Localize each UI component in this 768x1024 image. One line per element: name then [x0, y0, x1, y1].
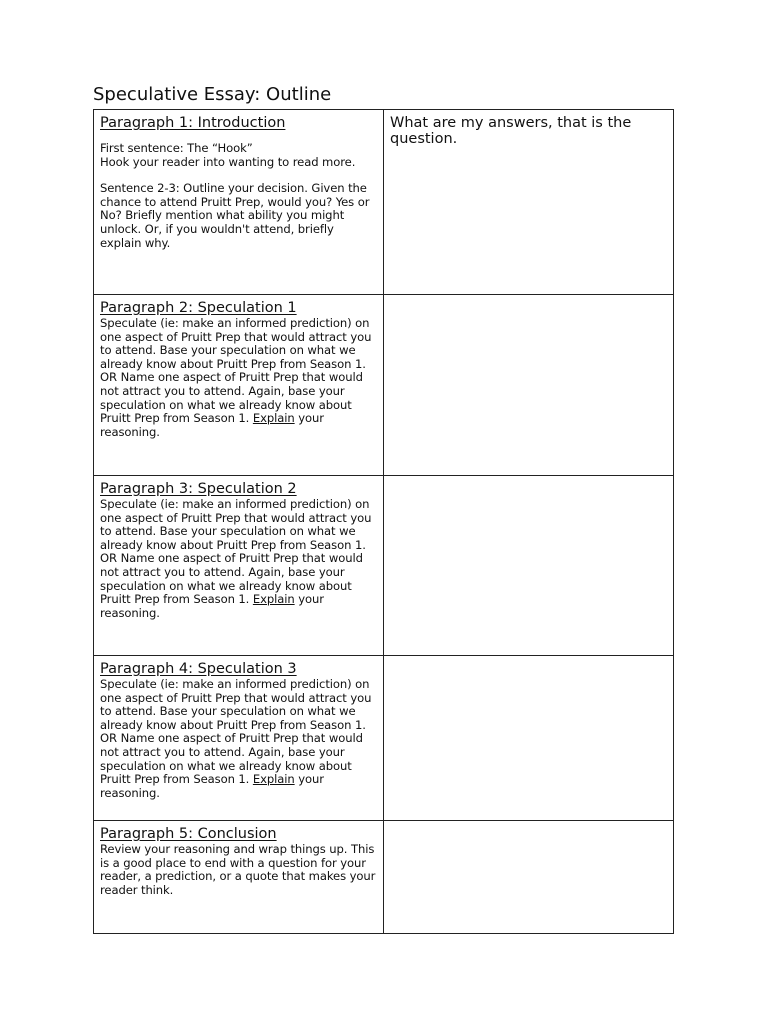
explain-emphasis: Explain — [252, 592, 295, 607]
outline-table — [93, 109, 674, 934]
answer-cell-speculation-3[interactable] — [384, 656, 674, 821]
table-row — [94, 821, 674, 934]
prompt-cell-conclusion — [94, 821, 384, 934]
instruction-text: Speculate (ie: make an informed prediction) on one aspect of Pruitt Prep that would attract you to attend. Base your speculation on what we already know about Pruitt Prep from Season 1. OR Name one aspect of Pruitt Prep that would not attract you to attend. Again, base your speculation on what we already know about Pruitt Prep from Season 1. — [100, 677, 372, 787]
prompt-cell-speculation-3 — [94, 656, 384, 821]
prompt-cell-speculation-2 — [94, 476, 384, 656]
instruction-text: Speculate (ie: make an informed prediction) on one aspect of Pruitt Prep that would attract you to attend. Base your speculation on what we already know about Pruitt Prep from Season 1. OR Name one aspect of Pruitt Prep that would not attract you to attend. Again, base your speculation on what we already know about Pruitt Prep from Season 1. — [100, 497, 372, 607]
row-instructions — [100, 843, 377, 897]
answer-cell-speculation-1[interactable] — [384, 295, 674, 476]
document-title: Speculative Essay: Outline — [93, 84, 332, 105]
table-row — [94, 476, 674, 656]
instruction-tail: your reasoning. — [100, 772, 324, 800]
instruction-line: Hook your reader into wanting to read more. — [100, 154, 356, 169]
row-heading: Paragraph 3: Speculation 2 — [100, 481, 297, 497]
prompt-cell-speculation-1 — [94, 295, 384, 476]
answer-cell-speculation-2[interactable] — [384, 476, 674, 656]
table-row — [94, 656, 674, 821]
row-heading: Paragraph 5: Conclusion — [100, 826, 277, 842]
row-instructions — [100, 142, 377, 250]
row-heading: Paragraph 1: Introduction — [100, 115, 286, 131]
row-instructions — [100, 678, 377, 800]
instruction-tail: your reasoning. — [100, 411, 324, 439]
row-instructions — [100, 498, 377, 620]
table-row — [94, 295, 674, 476]
explain-emphasis: Explain — [252, 411, 295, 426]
row-heading: Paragraph 4: Speculation 3 — [100, 661, 297, 677]
instruction-tail: your reasoning. — [100, 592, 324, 620]
instruction-text: Review your reasoning and wrap things up. This is a good place to end with a question for your reader, a prediction, or a quote that makes your reader think. — [100, 842, 376, 897]
answer-text[interactable]: What are my answers, that is the question. — [390, 115, 632, 147]
row-instructions — [100, 317, 377, 439]
table-row — [94, 110, 674, 295]
answer-cell-introduction[interactable] — [384, 110, 674, 295]
explain-emphasis: Explain — [252, 772, 295, 787]
prompt-cell-introduction — [94, 110, 384, 295]
instruction-line: Sentence 2-3: Outline your decision. Given the chance to attend Pruitt Prep, would you? Yes or No? Briefly mention what ability you might unlock. Or, if you wouldn't attend, briefly explain why. — [100, 181, 370, 250]
instruction-line: First sentence: The “Hook” — [100, 141, 253, 155]
row-heading: Paragraph 2: Speculation 1 — [100, 300, 297, 316]
instruction-text: Speculate (ie: make an informed prediction) on one aspect of Pruitt Prep that would attract you to attend. Base your speculation on what we already know about Pruitt Prep from Season 1. OR Name one aspect of Pruitt Prep that would not attract you to attend. Again, base your speculation on what we already know about Pruitt Prep from Season 1. — [100, 316, 372, 426]
answer-cell-conclusion[interactable] — [384, 821, 674, 934]
